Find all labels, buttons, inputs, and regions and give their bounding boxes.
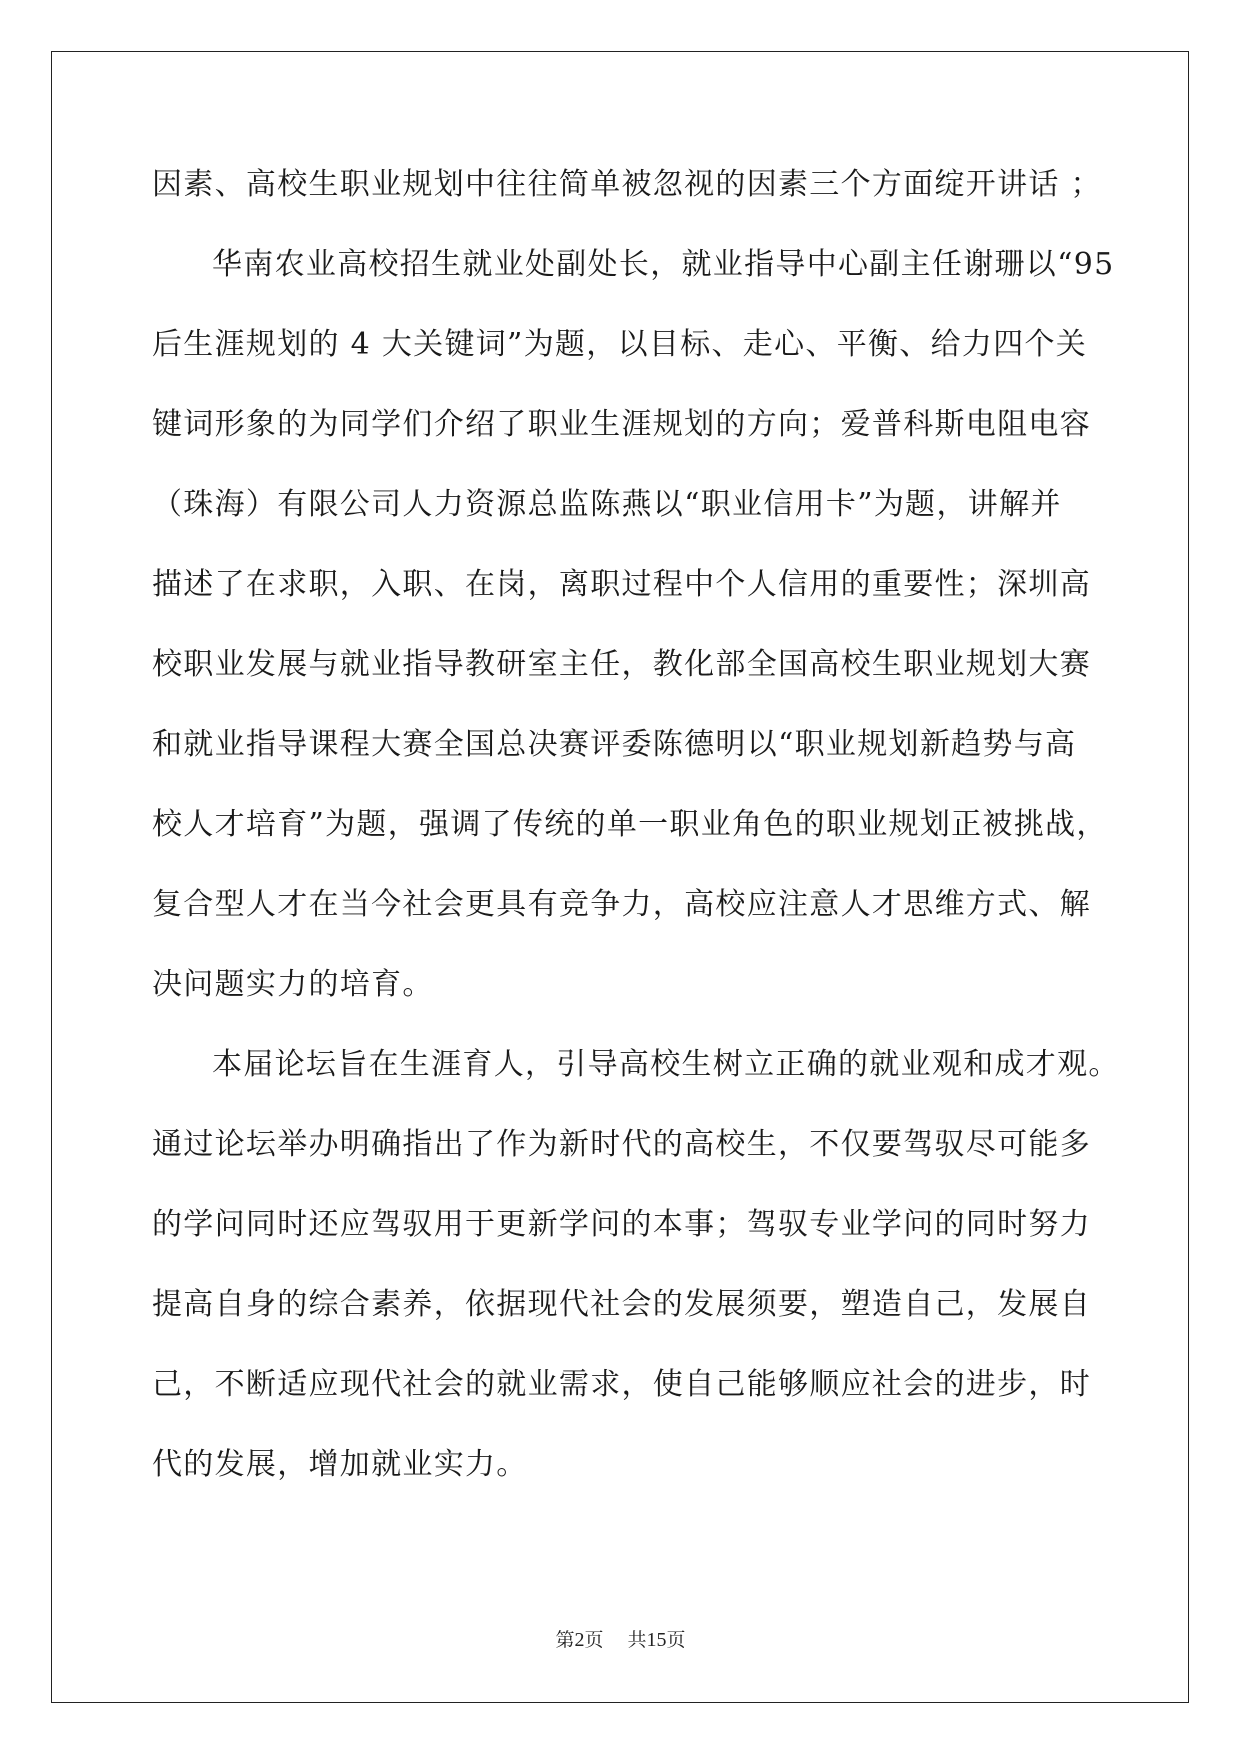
text-line: （珠海）有限公司人力资源总监陈燕以“职业信用卡”为题，讲解并 (152, 487, 1062, 522)
text-line: 键词形象的为同学们介绍了职业生涯规划的方向；爱普科斯电阻电容 (152, 407, 1091, 442)
text-line: 己，不断适应现代社会的就业需求，使自己能够顺应社会的进步，时 (152, 1367, 1091, 1402)
text-line: 华南农业高校招生就业处副处长，就业指导中心副主任谢珊以“95 (212, 247, 1115, 282)
page-number: 2 (574, 1629, 585, 1651)
text-line: 决问题实力的培育。 (152, 967, 434, 1002)
total-label-suffix: 页 (666, 1629, 686, 1651)
text-line: 和就业指导课程大赛全国总决赛评委陈德明以“职业规划新趋势与高 (152, 727, 1077, 762)
text-line: 校人才培育”为题，强调了传统的单一职业角色的职业规划正被挑战， (152, 807, 1108, 842)
text-line: 的学问同时还应驾驭用于更新学问的本事；驾驭专业学问的同时努力 (152, 1207, 1091, 1242)
text-line: 通过论坛举办明确指出了作为新时代的高校生，不仅要驾驭尽可能多 (152, 1127, 1091, 1162)
text-line: 复合型人才在当今社会更具有竞争力，高校应注意人才思维方式、解 (152, 887, 1091, 922)
text-line: 后生涯规划的 4 大关键词”为题，以目标、走心、平衡、给力四个关 (152, 327, 1088, 362)
text-line: 校职业发展与就业指导教研室主任，教化部全国高校生职业规划大赛 (152, 647, 1091, 682)
page-footer (0, 1628, 1241, 1652)
text-line: 描述了在求职，入职、在岗，离职过程中个人信用的重要性；深圳高 (152, 567, 1091, 602)
text-line: 提高自身的综合素养，依据现代社会的发展须要，塑造自己，发展自 (152, 1287, 1091, 1322)
document-body (152, 160, 1120, 1520)
page-label-prefix: 第 (555, 1629, 575, 1651)
total-label-prefix: 共 (627, 1629, 647, 1651)
text-line: 因素、高校生职业规划中往往简单被忽视的因素三个方面绽开讲话 ； (152, 167, 1102, 202)
text-line: 代的发展，增加就业实力。 (152, 1447, 528, 1482)
page-label-suffix: 页 (584, 1629, 604, 1651)
text-line: 本届论坛旨在生涯育人，引导高校生树立正确的就业观和成才观。 (212, 1047, 1120, 1082)
total-pages: 15 (646, 1629, 667, 1651)
